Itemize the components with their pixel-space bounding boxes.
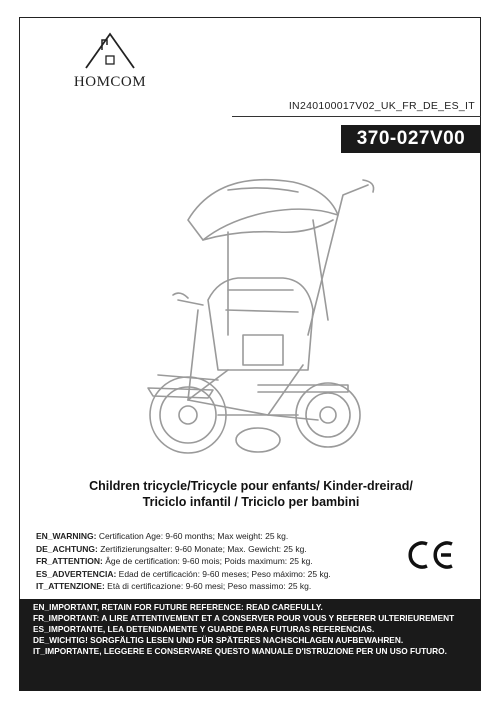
document-code: IN240100017V02_UK_FR_DE_ES_IT [288, 100, 475, 112]
model-number: 370-027V00 [341, 125, 481, 153]
house-roof-icon [68, 28, 152, 74]
important-en: EN_IMPORTANT, RETAIN FOR FUTURE REFERENCE: READ CAREFULLY. [33, 602, 323, 612]
divider [232, 116, 481, 117]
title-line-1: Children tricycle/Tricycle pour enfants/ Kinder-dreirad/ [89, 479, 413, 493]
important-fr: FR_IMPORTANT: A LIRE ATTENTIVEMENT ET A CONSERVER POUR VOUS Y REFERER ULTERIEUREMENT [33, 612, 455, 623]
warning-es: ES_ADVERTENCIA: Edad de certificación: 9-60 meses; Peso máximo: 25 kg. [36, 568, 331, 579]
important-es: ES_IMPORTANTE, LEA DETENIDAMENTE Y GUARDE PARA FUTURAS REFERENCIAS. [33, 623, 375, 634]
important-it: IT_IMPORTANTE, LEGGERE E CONSERVARE QUESTO MANUALE D'ISTRUZIONE PER UN USO FUTURO. [33, 645, 447, 656]
warning-en: EN_WARNING: Certification Age: 9-60 months; Max weight: 25 kg. [36, 531, 289, 541]
brand-logo [68, 28, 152, 90]
warning-fr: FR_ATTENTION: Âge de certification: 9-60 mois; Poids maximum: 25 kg. [36, 556, 313, 567]
warning-it: IT_ATTENZIONE: Età di certificazione: 9-60 mesi; Peso massimo: 25 kg. [36, 581, 312, 592]
warning-de: DE_ACHTUNG: Zertifizierungsalter: 9-60 Monate; Max. Gewicht: 25 kg. [36, 543, 307, 554]
important-de: DE_WICHTIG! SORGFÄLTIG LESEN UND FÜR SPÄTERES NACHSCHLAGEN AUFBEWAHREN. [33, 634, 404, 645]
warnings-block [36, 530, 331, 593]
ce-mark-icon [405, 538, 457, 572]
important-notice [19, 599, 481, 691]
brand-name: HOMCOM [73, 74, 147, 90]
title-line-2: Triciclo infantil / Triciclo per bambini [142, 495, 360, 509]
tricycle-illustration [118, 160, 378, 465]
product-title [20, 478, 482, 510]
